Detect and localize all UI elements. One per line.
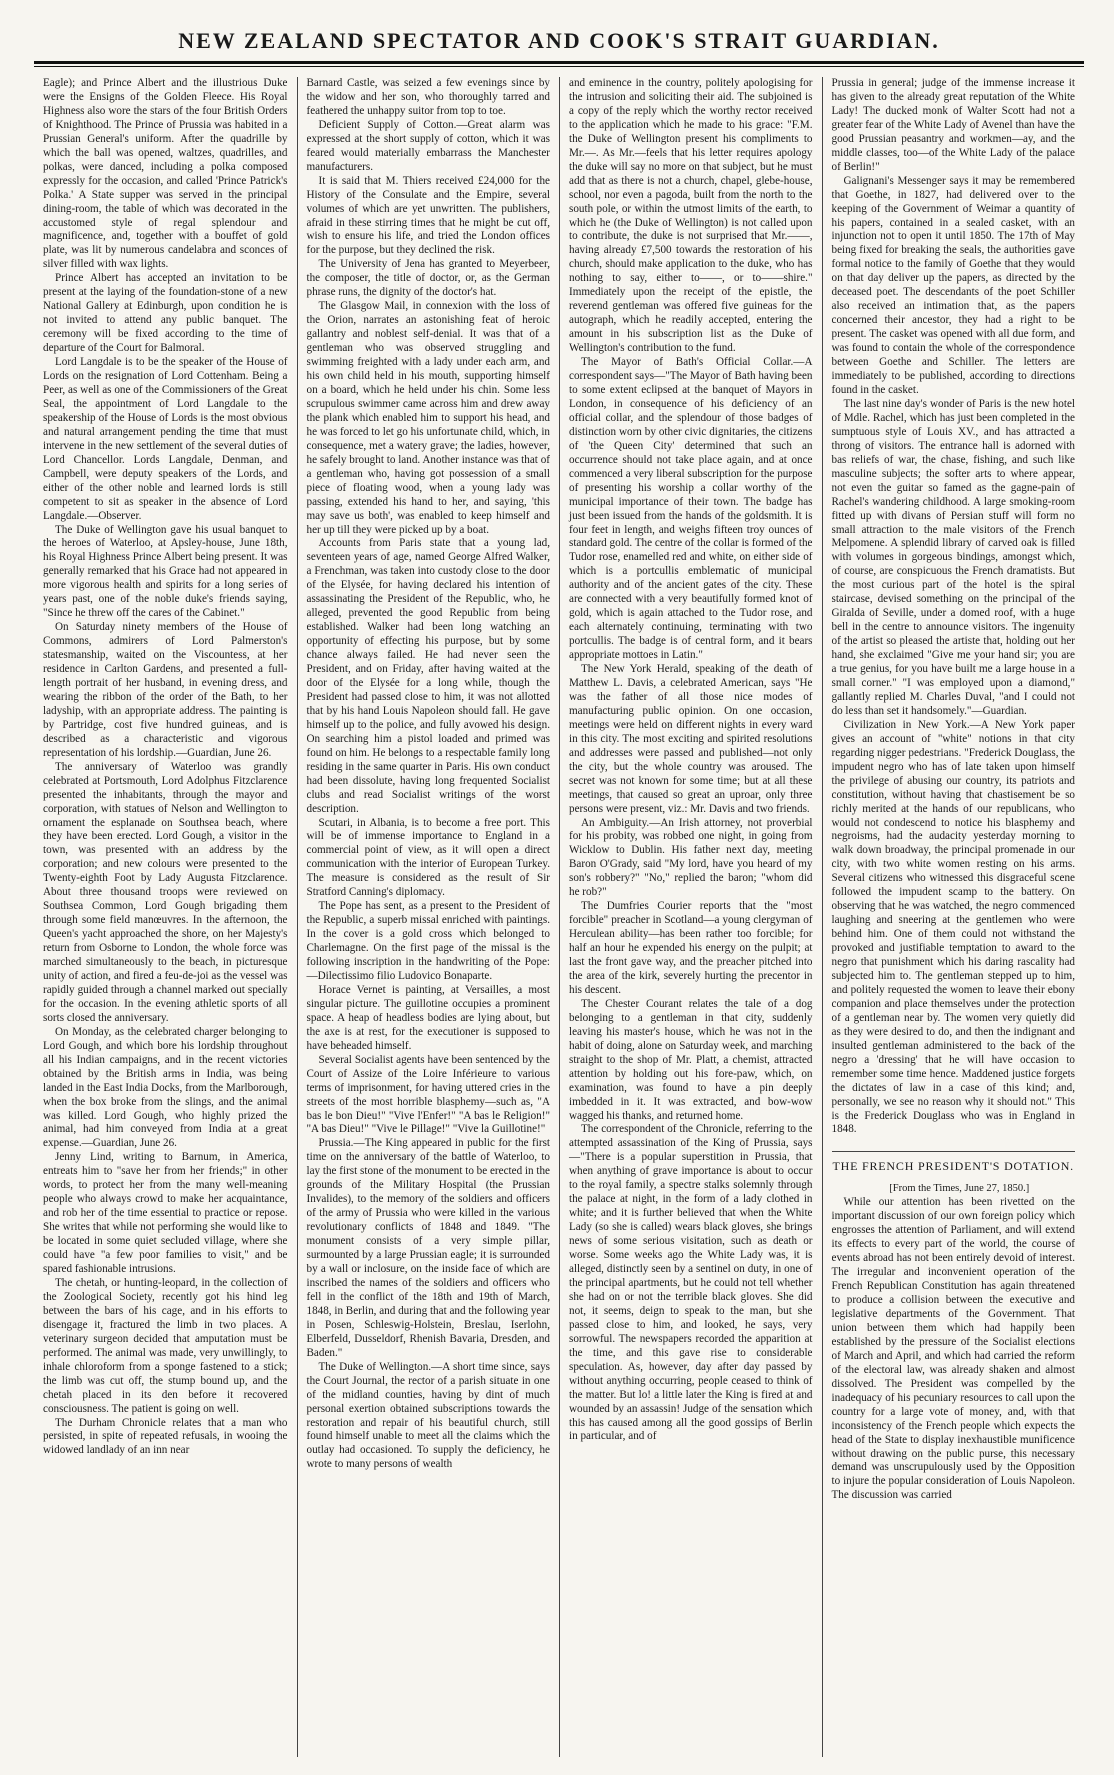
article-paragraph: Horace Vernet is painting, at Versailles, a most singular picture. The guillotine occupies a prominent space. A heap of headless bodies are lying about, but the axe is at rest, for the executioner is supposed to have beheaded himself. (306, 983, 550, 1052)
article-paragraph: Civilization in New York.—A New York paper gives an account of "white" notions in that city regarding nigger pedestrians. "Frederick Douglass, the impudent negro who has of late taken upon himself the privilege of abusing our country, its patriots and constitution, without having that chastisement be so richly merited at the hands of our republicans, who would not condescend to notice his blasphemy and negroisms, had the audacity yesterday morning to walk down broadway, the principal promenade in our city, with two white women resting on his arms. Several citizens who witnessed this disgraceful scene followed the impudent scamp to the battery. On observing that he was watched, the negro commenced laughing and sneering at the gentlemen who were behind him. One of them could not withstand the provoked and justifiable temptation to award to the negro that punishment which his daring rascality had subjected him to. The gentleman stepped up to him, and politely requested the women to leave their ebony companion and place themselves under the protection of a gentleman near by. The women very quietly did as they were desired to do, and then the indignant and insulted gentleman administered to the back of the negro a 'dressing' that he will have occasion to remember some time hence. Maddened justice forgets the dictates of law in a case of this kind; and, personally, we see no reason why it should not." This is the Frederick Douglass who was in England in 1848. (831, 718, 1075, 1136)
article-paragraph: The Glasgow Mail, in connexion with the loss of the Orion, narrates an astonishing feat of heroic gallantry and noblest self-denial. It was that of a gentleman who was observed struggling and swimming freighted with a lady under each arm, and his own child held in his mouth, supporting himself on a board, which he held under his chin. Some less scrupulous swimmer came across him and drew away the plank which enabled him to support his head, and he was forced to let go his unfortunate child, which, in consequence, met a watery grave; the ladies, however, he safely brought to land. Another instance was that of a gentleman who, having got possession of a small piece of floating wood, when a young lady was passing, extended his hand to her, and saying, 'this may save us both', was enabled to keep himself and her up till they were picked up by a boat. (306, 300, 550, 536)
article-paragraph: The New York Herald, speaking of the death of Matthew L. Davis, a celebrated American, says "He was the father of all those nice modes of manufacturing public opinion. On one occasion, meetings were held on different nights in every ward in this city. The most exciting and spirited resolutions and addresses were passed and published—not only the city, but the whole country was aroused. The secret was not known for some time; but at all these meetings, that caused so great an uproar, only three persons were present, viz.: Mr. Davis and two friends. (569, 663, 813, 815)
article-paragraph: The Durham Chronicle relates that a man who persisted, in spite of repeated refusals, in wooing the widowed landlady of an inn near (43, 1416, 288, 1457)
article-paragraph: Several Socialist agents have been sentenced by the Court of Assize of the Loire Inférieure to various terms of imprisonment, for having uttered cries in the streets of the most horrible blasphemy—such as, "A bas le bon Dieu!" "Vive l'Enfer!" "A bas le Religion!" "A bas Dieu!" "Vive le Pillage!" "Vive la Guillotine!" (306, 1053, 550, 1136)
article-paragraph: The Duke of Wellington gave his usual banquet to the heroes of Waterloo, at Apsley-house, June 18th, his Royal Highness Prince Albert being present. It was generally remarked that his Grace had not appeared in more vigorous health and spirits for a long series of years past, one of the noble duke's friends saying, "Since he threw off the cares of the Cabinet." (43, 523, 288, 620)
column-4 (822, 77, 1085, 1757)
article-paragraph: It is said that M. Thiers received £24,000 for the History of the Consulate and the Empire, several volumes of which are yet unwritten. The publishers, afraid in these stirring times that he might be cut off, wish to ensure his life, and tried the London offices for the purpose, but they declined the risk. (306, 174, 550, 257)
article-paragraph: Prince Albert has accepted an invitation to be present at the laying of the foundation-stone of a new National Gallery at Edinburgh, upon condition he is not invited to attend any public banquet. The ceremony will be fixed according to the time of departure of the Court for Balmoral. (43, 272, 288, 355)
section-source-line: [From the Times, June 27, 1850.] (889, 1183, 1030, 1195)
article-paragraph: The Dumfries Courier reports that the "most forcible" preacher in Scotland—a young clergyman of Herculean ability—has been rather too forcible; for half an hour he expended his energy on the pulpit; at last the front gave way, and the preacher pitched into the area of the kirk, severely hurting the precentor in his descent. (569, 900, 813, 996)
article-paragraph: Galignani's Messenger says it may be remembered that Goethe, in 1827, had delivered over to the keeping of the Government of Weimar a quantity of his papers, contained in a sealed casket, with an injunction not to open it until 1850. The 17th of May being fixed for breaking the seals, the authorities gave formal notice to the family of Goethe that they would on that day deliver up the papers, as directed by the deceased poet. The descendants of the poet Schiller also received an intimation that, as the papers concerned their ancestor, they had a right to be present. The casket was opened with all due form, and was found to contain the whole of the correspondence between Goethe and Schiller. The letters are immediately to be published, according to directions found in the casket. (831, 174, 1075, 396)
article-paragraph: While our attention has been rivetted on the important discussion of our own foreign policy which engrosses the attention of Parliament, and will extend its effects to every part of the world, the course of events abroad has not been entirely devoid of interest. The irregular and inconvenient operation of the French Republican Constitution has again threatened to produce a collision between the executive and legislative departments of the Government. That union between them which had happily been established by the pressure of the Socialist elections of March and April, and which had carried the reform of the electoral law, was already shaken and almost dissolved. The President was compelled by the inadequacy of his pecuniary resources to call upon the country for a large vote of money, and, with that inconsistency of the French people which expects the head of the State to display inexhaustible munificence without drawing on the public purse, this necessary demand was unscrupulously used by the Opposition to injure the popular consideration of Louis Napoleon. The discussion was carried (831, 1196, 1075, 1502)
text-columns (34, 77, 1084, 1757)
article-paragraph: The Chester Courant relates the tale of a dog belonging to a gentleman in that city, suddenly leaving his master's house, which he was not in the habit of doing, alone on Saturday week, and marching straight to the shop of Mr. Platt, a chemist, attracted attention by holding out his fore-paw, which, on examination, was found to have a pin deeply imbedded in it. It was extracted, and bow-wow wagged his thanks, and returned home. (569, 997, 813, 1122)
article-paragraph: The correspondent of the Chronicle, referring to the attempted assassination of the King of Prussia, says—"There is a popular superstition in Prussia, that when anything of grave importance is about to occur to the royal family, a spectre stalks solemnly through the palace at night, in the form of a lady clothed in white; and it is further believed that when the White Lady (so she is called) wears black gloves, she brings news of some serious visitation, such as death or worse. Some weeks ago the White Lady was, it is alleged, distinctly seen by a sentinel on duty, in one of the principal apartments, but he could not tell whether she had on or not the terrible black gloves. She did not, it seems, deign to speak to the man, but she passed close to him, and looked, he says, very sorrowful. The newspapers recorded the apparition at the time, and this gave rise to considerable speculation. As, however, day after day passed by without anything occurring, people ceased to think of the matter. But lo! a little later the King is fired at and wounded by an assassin! Judge of the sensation which this has caused among all the good gossips of Berlin in particular, and of (569, 1123, 813, 1443)
article-paragraph: and eminence in the country, politely apologising for the intrusion and soliciting their aid. The subjoined is a copy of the reply which the worthy rector received to the application which he made to his grace: "F.M. the Duke of Wellington present his compliments to Mr.—. As Mr.—feels that his letter requires apology the duke will say no more on that subject, but he must add that as there is not a church, chapel, glebe-house, school, nor even a pagoda, built from the north to the south pole, or within the utmost limits of the earth, to which he (the Duke of Wellington) is not called upon to contribute, the duke is not surprised that Mr.——, having already £7,500 towards the restoration of his church, should make application to the duke, who has nothing to say, either to——, or to——shire." Immediately upon the receipt of the epistle, the reverend gentleman was offered five guineas for the autograph, which he readily accepted, entering the amount in his subscription list as the Duke of Wellington's contribution to the fund. (569, 77, 813, 355)
article-paragraph: Prussia.—The King appeared in public for the first time on the anniversary of the battle of Waterloo, to lay the first stone of the monument to be erected in the grounds of the Military Hospital (the Prussian Invalides), to the memory of the soldiers and officers of the army of Prussia who were killed in the various revolutionary conflicts of 1848 and 1849. "The monument consists of a very simple pillar, surmounted by a large Prussian eagle; it is surrounded by a wall or inclosure, on the inside face of which are inscribed the names of the soldiers and officers who fell in the conflict of the 18th and 19th of March, 1848, in Berlin, and during that and the following year in Posen, Schleswig-Holstein, Breslau, Iserlohn, Elberfeld, Dusseldorf, Rhenish Bavaria, Dresden, and Baden." (306, 1137, 550, 1359)
article-paragraph: Prussia in general; judge of the immense increase it has given to the already great reputation of the White Lady! The ducked monk of Walter Scott had not a greater fear of the White Lady of Avenel than have the good Prussian peasantry and workmen—ay, and the middle classes, too—of the White Lady of the palace of Berlin!" (831, 77, 1075, 173)
masthead-rule-thin (34, 66, 1084, 67)
column-1 (34, 77, 297, 1757)
article-paragraph: Accounts from Paris state that a young lad, seventeen years of age, named George Alfred Walker, a Frenchman, was taken into custody close to the door of the Elysée, for having declared his intention of assassinating the President of the Republic, who, he alleged, prevented the good Republic from being established. Walker had been long watching an opportunity of effecting his purpose, but by some chance always failed. He had never seen the President, and on Friday, after having waited at the door of the Elysée for a long while, though the President had passed close to him, it was not allotted that by his hand Louis Napoleon should fall. He gave himself up to the police, and fully avowed his design. On searching him a pistol loaded and primed was found on him. He belongs to a respectable family long residing in the same quarter in Paris. His own conduct had been dissolute, having long frequented Socialist clubs and read Socialist writings of the worst description. (306, 537, 550, 815)
article-paragraph: The Pope has sent, as a present to the President of the Republic, a superb missal enriched with paintings. In the cover is a gold cross which belonged to Charlemagne. On the first page of the missal is the following inscription in the handwriting of the Pope:—Dilectissimo filio Ludovico Bonaparte. (306, 900, 550, 982)
article-paragraph: Barnard Castle, was seized a few evenings since by the widow and her son, who thoroughly tarred and feathered the unhappy suitor from top to toe. (306, 77, 550, 117)
column-2 (297, 77, 560, 1757)
article-paragraph: An Ambiguity.—An Irish attorney, not proverbial for his probity, was robbed one night, in going from Wicklow to Dublin. His father next day, meeting Baron O'Grady, said "My lord, have you heard of my son's robbery?" "No," replied the baron; "whom did he rob?" (569, 816, 813, 899)
masthead-rule-thick (34, 61, 1084, 64)
article-paragraph: Scutari, in Albania, is to become a free port. This will be of immense importance to England in a commercial point of view, as it will open a direct communication with the interior of European Turkey. The measure is considered as the result of Sir Stratford Canning's diplomacy. (306, 816, 550, 899)
article-paragraph: Lord Langdale is to be the speaker of the House of Lords on the resignation of Lord Cottenham. Being a Peer, as well as one of the Commissioners of the Great Seal, the appointment of Lord Langdale to the speakership of the House of Lords is the most obvious and natural arrangement pending the time that must intervene in the new settlement of the several duties of Lord Chancellor. Lords Langdale, Denman, and Campbell, were deputy speakers of the Lords, and either of the other noble and learned lords is still competent to sit as speaker in the absence of Lord Langdale.—Observer. (43, 356, 288, 522)
masthead-title: NEW ZEALAND SPECTATOR AND COOK'S STRAIT GUARDIAN. (178, 28, 940, 53)
article-paragraph: Jenny Lind, writing to Barnum, in America, entreats him to "save her from her friends;" in other words, to protect her from the many well-meaning people who always crowd to make her acquaintance, and rob her of the time essential to practice or repose. She writes that while not performing she would like to be located in some quiet secluded village, where she could have "a few poor families to visit," and be spared fashionable intrusions. (43, 1151, 288, 1276)
article-paragraph: Deficient Supply of Cotton.—Great alarm was expressed at the short supply of cotton, which it was feared would materially embarrass the Manchester manufacturers. (306, 118, 550, 173)
article-paragraph: The Duke of Wellington.—A short time since, says the Court Journal, the rector of a parish situate in one of the midland counties, having by dint of much personal exertion obtained subscriptions towards the restoration and repair of his beautiful church, still found himself unable to meet all the claims which the outlay had occasioned. To supply the deficiency, he wrote to many persons of wealth (306, 1360, 550, 1471)
article-paragraph: The anniversary of Waterloo was grandly celebrated at Portsmouth, Lord Adolphus Fitzclarence presented the inhabitants, through the mayor and corporation, with statues of Nelson and Wellington to ornament the esplanade on Southsea beach, where they have been erected. Lord Gough, a visitor in the town, was presented with an address by the corporation; and new colours were presented to the Twenty-eighth Foot by Lady Augusta Fitzclarence. About three thousand troops were reviewed on Southsea Common, Lord Gough brigading them through some field manœuvres. In the afternoon, the Queen's yacht approached the shore, on her Majesty's return from Osborne to London, the whole force was marched simultaneously to the beach, in picturesque unity of action, and fired a feu-de-joi as the vessel was rapidly guided through a channel marked out specially for the occasion. In the evening athletic sports of all sorts closed the anniversary. (43, 760, 288, 1024)
article-paragraph: On Monday, as the celebrated charger belonging to Lord Gough, and which bore his lordship throughout all his Indian campaigns, and in the recent victories obtained by the British arms in India, was being landed in the East India Docks, from the Marlborough, when the box broke from the slings, and the animal was killed. Lord Gough, who highly prized the animal, had him conveyed from India at a great expense.—Guardian, June 26. (43, 1025, 288, 1150)
section-heading: THE FRENCH PRESIDENT'S DOTATION. (832, 1151, 1076, 1174)
column-3 (559, 77, 822, 1757)
article-paragraph: The University of Jena has granted to Meyerbeer, the composer, the title of doctor, or, as the German phrase runs, the dignity of the doctor's hat. (306, 258, 550, 299)
article-paragraph: Eagle); and Prince Albert and the illustrious Duke were the Ensigns of the Golden Fleece. His Royal Highness also wore the stars of the four British Orders of Knighthood. The Prince of Prussia was habited in a Prussian General's uniform. After the quadrille by which the ball was opened, waltzes, quadrilles, and polkas, were danced, including a polka composed expressly for the occasion, and called 'Prince Patrick's Polka.' A State supper was served in the principal dining-room, the table of which was decorated in the accustomed style of regal splendour and magnificence, and, together with a bouffet of gold plate, was lit by numerous candelabra and sconces of silver filled with wax lights. (43, 77, 288, 271)
article-paragraph: The Mayor of Bath's Official Collar.—A correspondent says—"The Mayor of Bath having been to some extent eclipsed at the banquet of Mayors in London, in consequence of his deficiency of an official collar, and the splendour of those badges of distinction worn by other civic dignitaries, the citizens of 'the Queen City' determined that such an occurrence should not take place again, and at once commenced a very liberal subscription for the purpose of presenting his worship a collar worthy of the municipal importance of their town. The badge has just been issued from the hands of the goldsmith. It is four feet in length, and weighs fifteen troy ounces of standard gold. The centre of the collar is formed of the Tudor rose, enamelled red and white, on either side of which is a portcullis emblematic of municipal authority and of the ancient gates of the city. These are connected with a very beautifully formed knot of gold, which is again attached to the Tudor rose, and each alternately continuing, terminating with two portcullis. The badge is of central form, and it bears appropriate mottoes in Latin." (569, 356, 813, 662)
article-paragraph: The last nine day's wonder of Paris is the new hotel of Mdle. Rachel, which has just been completed in the sumptuous style of Louis XV., and has attracted a throng of visitors. The entrance hall is adorned with bas reliefs of war, the chase, fishing, and such like masculine subjects; the softer arts to where appear, not even the guitar so famed as the gagne-pain of Rachel's wandering childhood. A large smoking-room fitted up with divans of Persian stuff will form no small attraction to the male visitors of the French Melpomene. A splendid library of carved oak is filled with volumes in gorgeous bindings, amongst which, of course, are conspicuous the French dramatists. But the most curious part of the hotel is the spiral staircase, devised something on the principal of the Giralda of Seville, under a domed roof, with a huge bell in the centre to announce visitors. The ingenuity of the artist so pleased the artiste that, holding out her hand, she exclaimed "Give me your hand sir; you are a true genius, for you have built me a large house in a small corner." "I was employed upon a diamond," gallantly replied M. Charles Duval, "and I could not do less than set it handsomely."—Guardian. (831, 397, 1075, 717)
article-paragraph: On Saturday ninety members of the House of Commons, admirers of Lord Palmerston's statesmanship, waited on the Viscountess, at her residence in Carlton Gardens, and presented a full-length portrait of her husband, in evening dress, and wearing the ribbon of the order of the Bath, to her ladyship, with an appropriate address. The painting is by Partridge, cost five hundred guineas, and is described as a characteristic and vigorous representation of his lordship.—Guardian, June 26. (43, 621, 288, 759)
article-paragraph: The chetah, or hunting-leopard, in the collection of the Zoological Society, recently got his hind leg between the bars of his cage, and in his efforts to disengage it, fractured the limb in two places. A veterinary surgeon decided that amputation must be performed. The animal was made, very unwillingly, to inhale chloroform from a sponge fastened to a stick; the limb was cut off, the stump bound up, and the chetah placed in its den before it recovered consciousness. The patient is going on well. (43, 1276, 288, 1415)
